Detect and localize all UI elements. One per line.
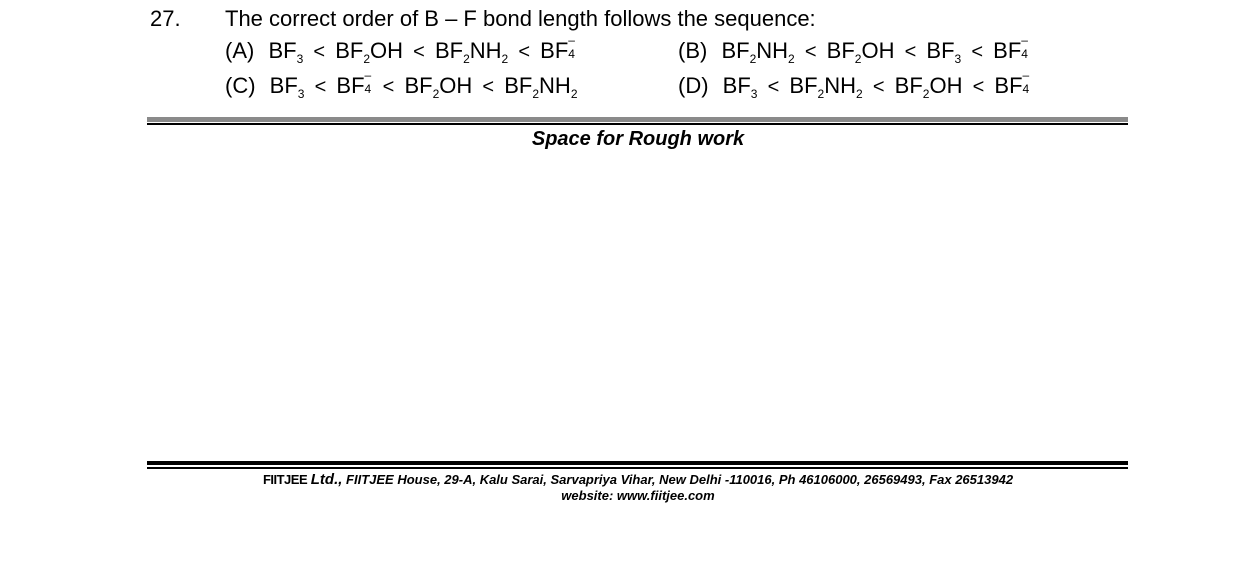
formula-bf2oh: $BF_2OH$ xyxy=(335,38,404,66)
formula-bf2oh: $BF_2OH$ xyxy=(894,73,963,101)
formula-bf4-minus: BF – 4 xyxy=(336,68,372,98)
less-than: < xyxy=(804,41,817,63)
formula-bf3: $BF_3$ xyxy=(269,73,305,101)
less-than: < xyxy=(313,41,326,63)
less-than: < xyxy=(904,41,917,63)
footer-ltd: Ltd., xyxy=(310,471,343,488)
formula-bf4-minus: BF – 4 xyxy=(993,33,1028,63)
question-text: The correct order of B – F bond length follows the sequence: xyxy=(225,6,816,31)
option-label: (B) xyxy=(678,38,708,63)
less-than: < xyxy=(382,76,395,98)
formula-bf3: $BF_3$ xyxy=(926,38,962,66)
less-than: < xyxy=(872,76,885,98)
footer-address-line xyxy=(0,472,1238,488)
formula-bf2nh2: $BF_2NH_2$ xyxy=(434,38,509,66)
option-label: (C) xyxy=(225,73,256,98)
divider-top-thin xyxy=(147,123,1128,125)
divider-top-thick xyxy=(147,117,1128,122)
formula-bf4-minus: BF – 4 xyxy=(540,33,575,63)
footer xyxy=(0,472,1238,504)
formula-bf3: $BF_3$ xyxy=(722,73,758,101)
rough-work-title: Space for Rough work xyxy=(531,128,745,150)
option-b[interactable] xyxy=(678,33,1029,66)
formula-bf2oh: $BF_2OH$ xyxy=(826,38,895,66)
footer-website: website: www.fiitjee.com xyxy=(561,488,715,503)
less-than: < xyxy=(767,76,780,98)
formula-bf3: $BF_3$ xyxy=(268,38,304,66)
formula-bf2oh: $BF_2OH$ xyxy=(404,73,473,101)
option-d[interactable] xyxy=(678,68,1031,101)
formula-bf2nh2: $BF_2NH_2$ xyxy=(504,73,578,101)
option-label: (D) xyxy=(678,73,709,98)
formula-bf2nh2: $BF_2NH_2$ xyxy=(721,38,795,66)
footer-address: FIITJEE House, 29-A, Kalu Sarai, Sarvapriya Vihar, New Delhi -110016, Ph 46106000, 26569493, Fax 26513942 xyxy=(346,472,1014,487)
footer-brand: FIITJEE xyxy=(262,472,308,487)
less-than: < xyxy=(314,76,327,98)
option-label: (A) xyxy=(225,38,255,63)
less-than: < xyxy=(482,76,495,98)
formula-bf4-minus: BF – 4 xyxy=(994,68,1030,98)
less-than: < xyxy=(971,41,984,63)
question-number: 27. xyxy=(150,6,181,31)
divider-bottom-thick xyxy=(147,461,1128,465)
less-than: < xyxy=(413,41,425,63)
less-than: < xyxy=(518,41,531,63)
option-a[interactable] xyxy=(225,33,576,66)
option-c[interactable] xyxy=(225,68,578,101)
divider-bottom-thin xyxy=(147,467,1128,469)
formula-bf2nh2: $BF_2NH_2$ xyxy=(789,73,863,101)
less-than: < xyxy=(972,76,985,98)
